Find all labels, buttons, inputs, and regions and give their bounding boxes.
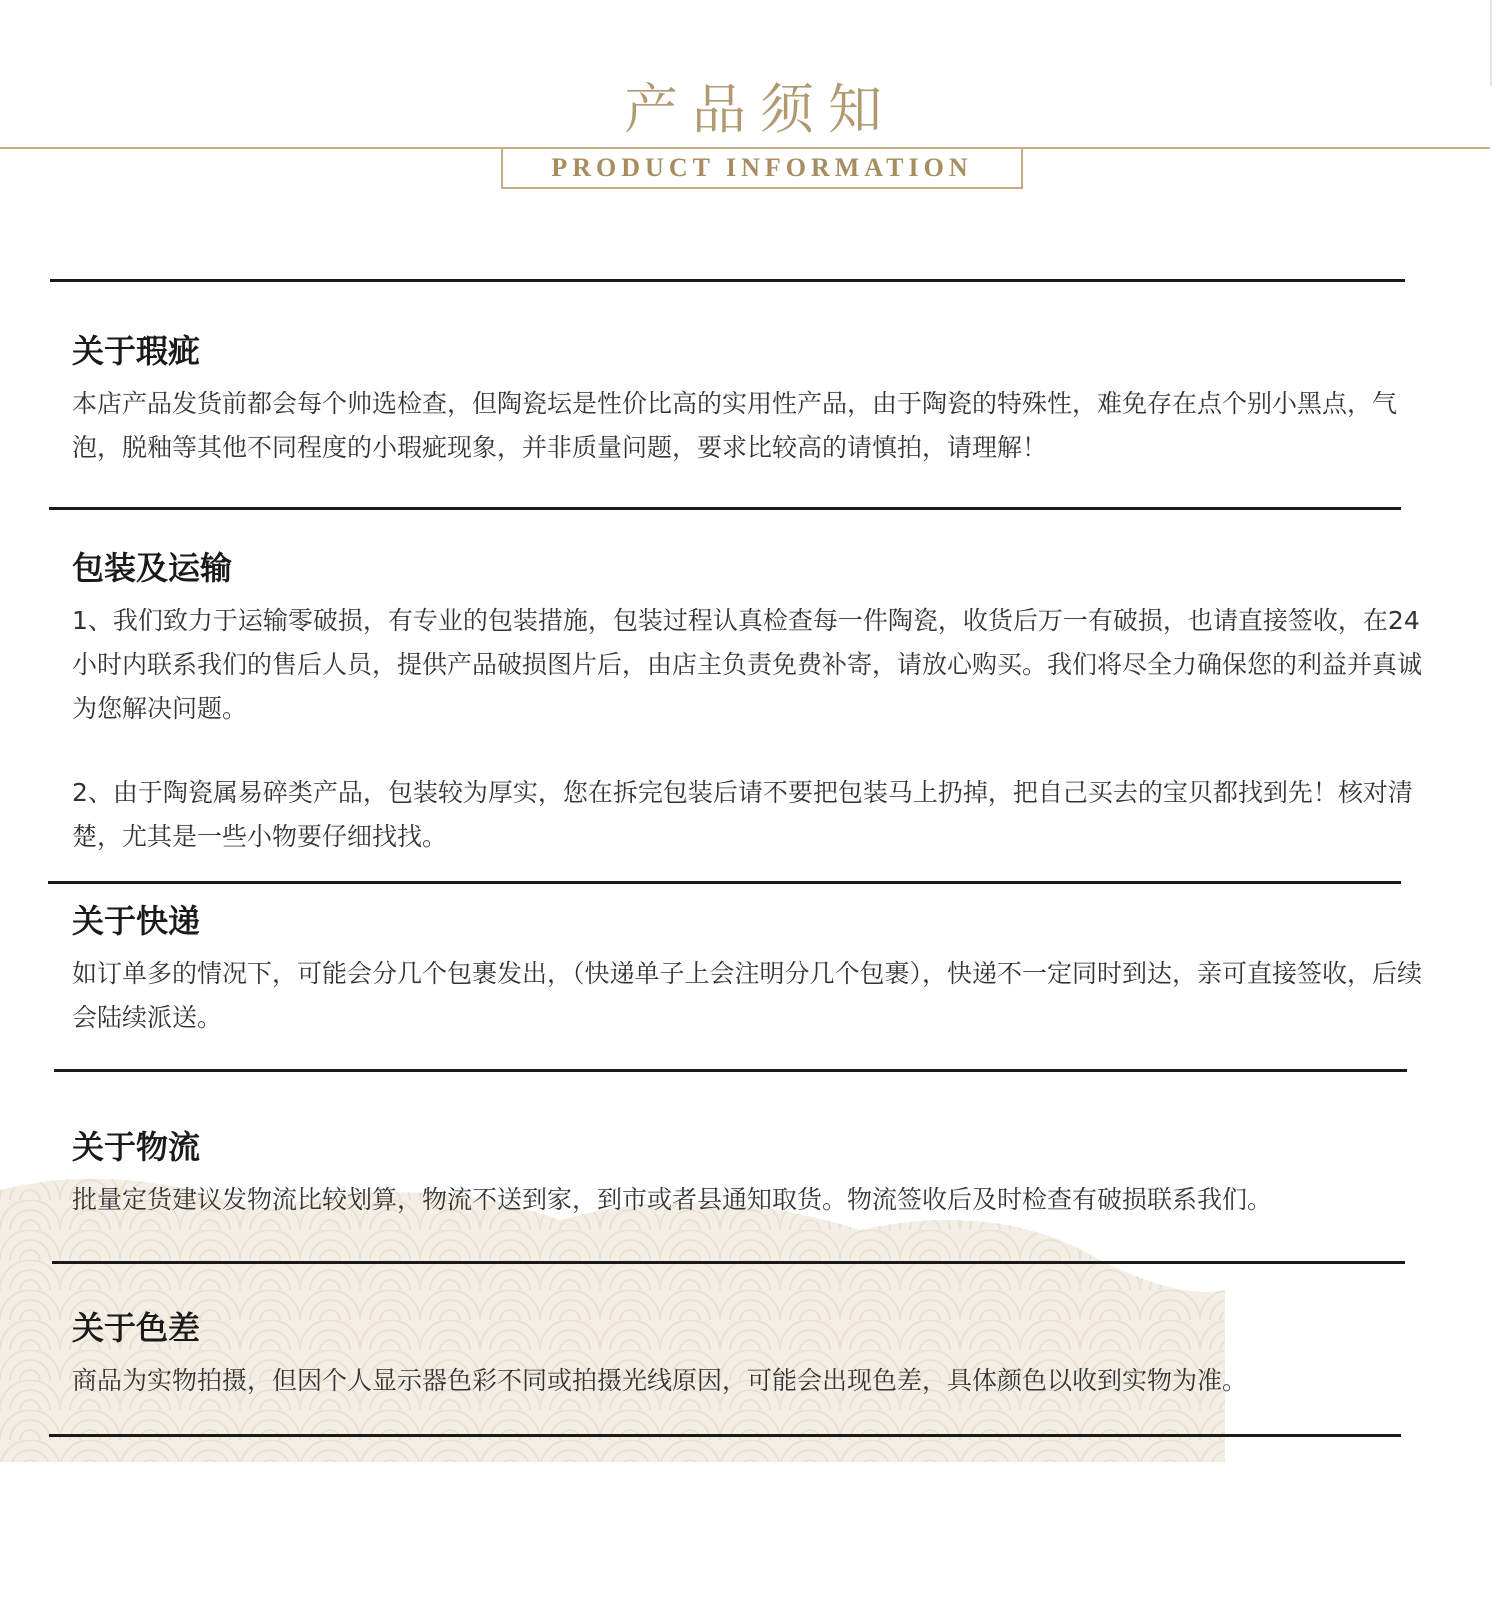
section-text: 2、由于陶瓷属易碎类产品，包装较为厚实，您在拆完包装后请不要把包装马上扔掉，把自己买去的宝贝都找到先！核对清楚，尤其是一些小物要仔细找找。 [72,778,1413,851]
section-logistics [72,1124,1442,1222]
section-text: 1、我们致力于运输零破损，有专业的包装措施，包装过程认真检查每一件陶瓷，收货后万一有破损，也请直接签收，在24小时内联系我们的售后人员，提供产品破损图片后，由店主负责免费补寄，请放心购买。我们将尽全力确保您的利益并真诚为您解决问题。 [72,606,1423,723]
section-packaging [72,545,1442,859]
section-divider [48,881,1401,884]
section-text: 本店产品发货前都会每个帅选检查，但陶瓷坛是性价比高的实用性产品，由于陶瓷的特殊性，难免存在点个别小黑点，气泡，脱釉等其他不同程度的小瑕疵现象，并非质量问题，要求比较高的请慎拍，请理解！ [72,389,1398,462]
right-edge-rule [1490,0,1492,86]
section-divider [49,507,1401,510]
section-title: 关于快递 [72,902,201,940]
section-divider [50,279,1405,282]
section-divider [54,1069,1407,1072]
section-divider [49,1434,1401,1437]
section-defects [72,328,1442,470]
section-color-difference [72,1305,1442,1403]
page-title: 产品须知 [624,78,896,141]
section-text: 批量定货建议发物流比较划算，物流不送到家，到市或者县通知取货。物流签收后及时检查有破损联系我们。 [72,1185,1273,1214]
section-title: 关于瑕疵 [72,332,201,370]
page-subtitle: PRODUCT INFORMATION [501,149,1023,189]
section-title: 关于色差 [72,1309,201,1347]
section-express [72,898,1442,1040]
section-text: 商品为实物拍摄，但因个人显示器色彩不同或拍摄光线原因，可能会出现色差，具体颜色以收到实物为准。 [72,1366,1248,1395]
section-divider [52,1261,1405,1264]
section-title: 关于物流 [72,1128,201,1166]
section-text: 如订单多的情况下，可能会分几个包裹发出，（快递单子上会注明分几个包裹），快递不一定同时到达，亲可直接签收，后续会陆续派送。 [72,959,1423,1032]
section-title: 包装及运输 [72,549,233,587]
